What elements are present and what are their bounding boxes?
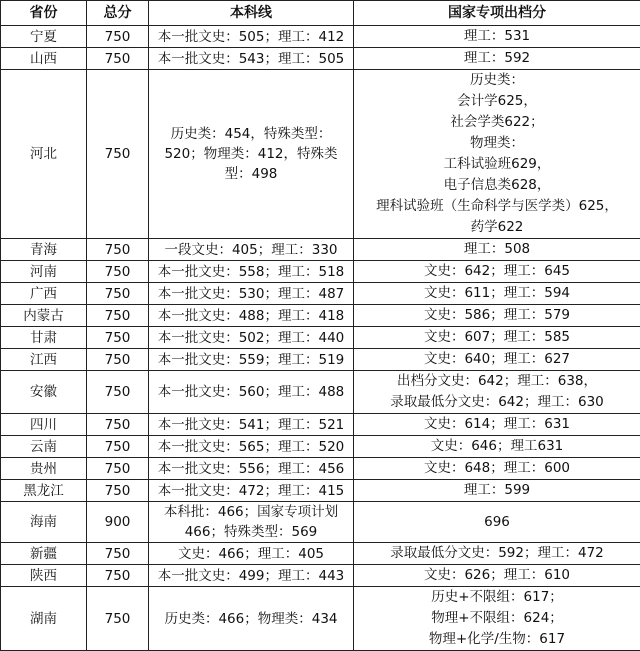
special-line: 录取最低分文史：592；理工：472: [390, 545, 604, 561]
special-line: 工科试验班629，: [443, 156, 551, 172]
table-row: [1, 414, 640, 436]
line-cell: 本一批文史：502；理工：440: [149, 327, 354, 349]
line-cell: 本一批文史：472；理工：415: [149, 480, 354, 502]
special-line: 物理类：: [470, 135, 524, 151]
special-cell: [354, 565, 640, 587]
table-row: [1, 371, 640, 414]
total-cell: 750: [87, 261, 149, 283]
province-cell: 海南: [1, 502, 87, 543]
special-cell: [354, 305, 640, 327]
special-cell: [354, 371, 640, 414]
province-cell: 宁夏: [1, 26, 87, 48]
special-cell: [354, 349, 640, 371]
special-line: 文史：642；理工：645: [423, 263, 571, 279]
line-cell: 本一批文史：558；理工：518: [149, 261, 354, 283]
line-cell: 本一批文史：499；理工：443: [149, 565, 354, 587]
table-row: [1, 436, 640, 458]
special-line: 理工：531: [463, 28, 531, 44]
special-line: 理工：508: [463, 241, 531, 257]
table-row: [1, 283, 640, 305]
line-cell: 历史类：466；物理类：434: [149, 587, 354, 651]
line-cell: 本一批文史：530；理工：487: [149, 283, 354, 305]
special-line: 文史：586；理工：579: [423, 307, 571, 323]
special-line: 药学622: [470, 219, 524, 235]
special-cell: [354, 587, 640, 651]
table-row: [1, 543, 640, 565]
special-cell: [354, 414, 640, 436]
special-cell: [354, 239, 640, 261]
total-cell: 750: [87, 436, 149, 458]
table-row: [1, 587, 640, 651]
total-cell: 750: [87, 239, 149, 261]
special-line: 696: [484, 513, 510, 530]
line-cell: 本一批文史：556；理工：456: [149, 458, 354, 480]
table-row: [1, 305, 640, 327]
province-cell: 新疆: [1, 543, 87, 565]
special-line: 文史：607；理工：585: [423, 329, 571, 345]
line-cell: 本一批文史：543；理工：505: [149, 48, 354, 70]
province-cell: 四川: [1, 414, 87, 436]
total-cell: 750: [87, 349, 149, 371]
special-line: 历史+不限组：617；: [431, 589, 563, 605]
total-cell: 750: [87, 48, 149, 70]
province-cell: 甘肃: [1, 327, 87, 349]
table-row: [1, 70, 640, 239]
table-row: [1, 565, 640, 587]
special-line: 会计学625，: [457, 93, 537, 109]
header-special: 国家专项出档分: [354, 1, 640, 26]
line-cell: 本一批文史：488；理工：418: [149, 305, 354, 327]
special-line: 历史类：: [470, 72, 524, 88]
special-line: 文史：614；理工：631: [423, 416, 571, 432]
special-cell: [354, 26, 640, 48]
line-cell: 本一批文史：560；理工：488: [149, 371, 354, 414]
header-province: 省份: [1, 1, 87, 26]
special-line: 文史：640；理工：627: [423, 351, 571, 367]
total-cell: 750: [87, 327, 149, 349]
line-cell: 本科批：466；国家专项计划466；特殊类型：569: [149, 502, 354, 543]
special-line: 理工：599: [463, 482, 531, 498]
special-line: 文史：646；理工631: [430, 438, 564, 454]
special-cell: [354, 502, 640, 543]
line-cell: 本一批文史：559；理工：519: [149, 349, 354, 371]
header-line: 本科线: [149, 1, 354, 26]
special-line: 出档分文史：642；理工：638，: [396, 373, 598, 389]
special-line: 录取最低分文史：642；理工：630: [390, 394, 604, 410]
special-cell: [354, 327, 640, 349]
line-cell: 文史：466；理工：405: [149, 543, 354, 565]
province-cell: 云南: [1, 436, 87, 458]
table-row: [1, 261, 640, 283]
header-total: 总分: [87, 1, 149, 26]
special-cell: [354, 261, 640, 283]
line-cell: 本一批文史：565；理工：520: [149, 436, 354, 458]
province-cell: 江西: [1, 349, 87, 371]
special-cell: [354, 48, 640, 70]
special-line: 物理+化学/生物：617: [428, 631, 566, 647]
special-line: 理工：592: [463, 50, 531, 66]
table-row: [1, 480, 640, 502]
total-cell: 750: [87, 283, 149, 305]
special-line: 理科试验班（生命科学与医学类）625，: [376, 198, 618, 214]
total-cell: 750: [87, 414, 149, 436]
table-row: [1, 239, 640, 261]
total-cell: 750: [87, 480, 149, 502]
line-cell: 本一批文史：505；理工：412: [149, 26, 354, 48]
special-line: 文史：626；理工：610: [423, 567, 571, 583]
special-line: 社会学类622；: [450, 114, 544, 130]
total-cell: 750: [87, 587, 149, 651]
province-cell: 广西: [1, 283, 87, 305]
province-cell: 陕西: [1, 565, 87, 587]
table-row: [1, 349, 640, 371]
total-cell: 750: [87, 371, 149, 414]
total-cell: 750: [87, 543, 149, 565]
total-cell: 750: [87, 305, 149, 327]
total-cell: 750: [87, 458, 149, 480]
table-body: [1, 26, 640, 651]
special-cell: [354, 458, 640, 480]
special-cell: [354, 436, 640, 458]
special-cell: [354, 543, 640, 565]
line-cell: 本一批文史：541；理工：521: [149, 414, 354, 436]
total-cell: 900: [87, 502, 149, 543]
province-cell: 河南: [1, 261, 87, 283]
province-cell: 山西: [1, 48, 87, 70]
province-cell: 内蒙古: [1, 305, 87, 327]
special-line: 电子信息类628，: [443, 177, 551, 193]
table-row: [1, 502, 640, 543]
province-cell: 湖南: [1, 587, 87, 651]
table-row: [1, 48, 640, 70]
province-cell: 黑龙江: [1, 480, 87, 502]
special-cell: [354, 70, 640, 239]
total-cell: 750: [87, 70, 149, 239]
total-cell: 750: [87, 565, 149, 587]
province-cell: 青海: [1, 239, 87, 261]
province-cell: 安徽: [1, 371, 87, 414]
special-cell: [354, 480, 640, 502]
province-cell: 河北: [1, 70, 87, 239]
special-line: 物理+不限组：624；: [431, 610, 563, 626]
line-cell: 历史类：454，特殊类型：520；物理类：412，特殊类型：498: [149, 70, 354, 239]
special-cell: [354, 283, 640, 305]
line-cell: 一段文史：405；理工：330: [149, 239, 354, 261]
header-row: [1, 1, 640, 26]
province-cell: 贵州: [1, 458, 87, 480]
table-row: [1, 327, 640, 349]
total-cell: 750: [87, 26, 149, 48]
table-row: [1, 458, 640, 480]
special-line: 文史：648；理工：600: [423, 460, 571, 476]
special-line: 文史：611；理工：594: [423, 285, 571, 301]
table-row: [1, 26, 640, 48]
